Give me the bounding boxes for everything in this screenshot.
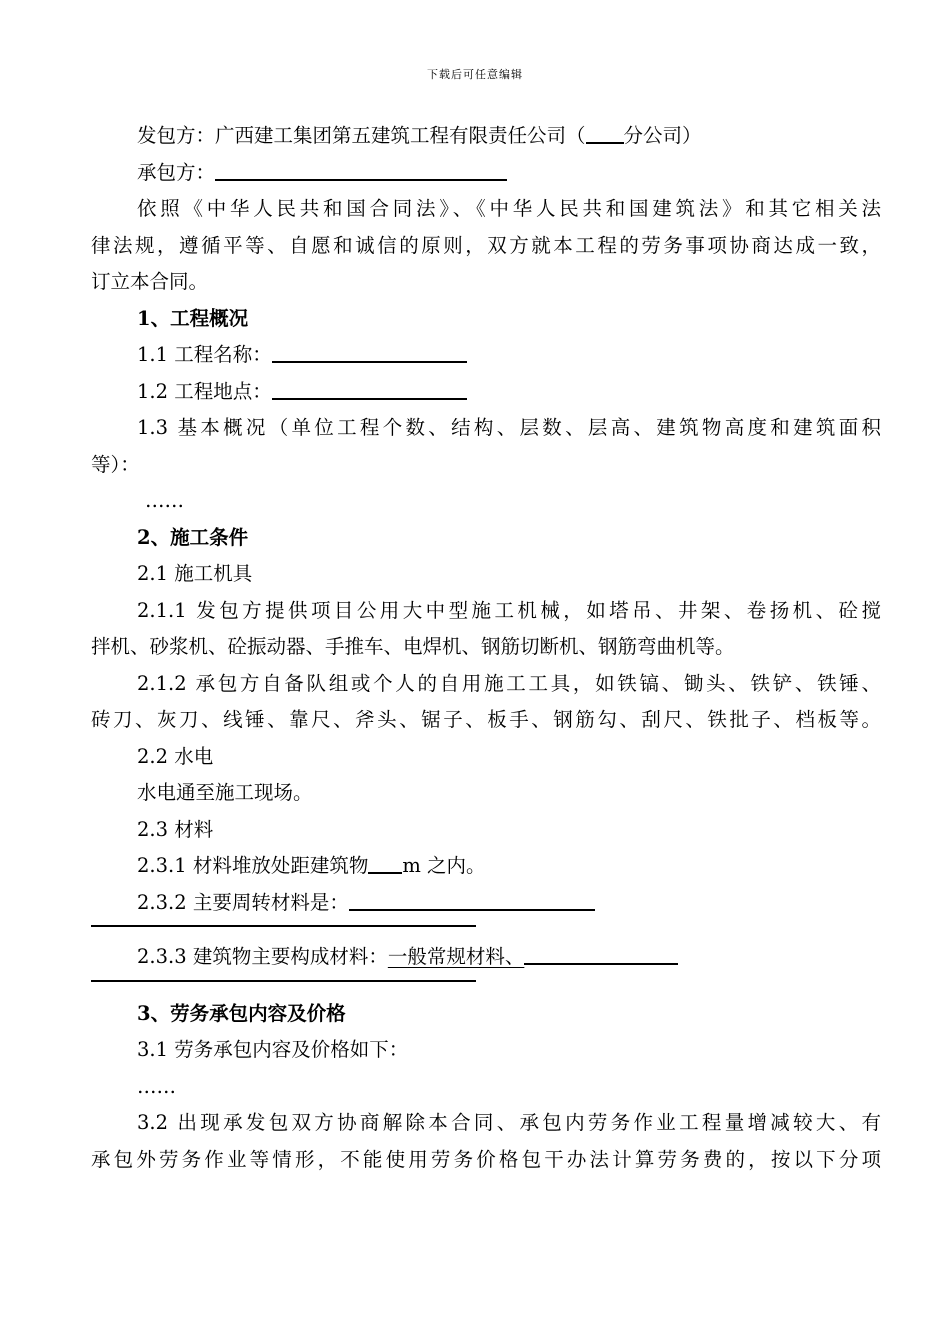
item-3-2-line-1: 3.2 出现承发包双方协商解除本合同、承包内劳务作业工程量增减较大、有 xyxy=(137,1111,881,1134)
item-2-3-1 xyxy=(91,848,881,885)
item-2-3-3 xyxy=(91,939,881,976)
project-name-line xyxy=(91,337,881,374)
turnover-materials-blank xyxy=(349,887,595,911)
overview-line-1: 1.3 基本概况（单位工程个数、结构、层数、层高、建筑物高度和建筑面积 xyxy=(137,416,881,439)
item-2-1-2-line-1: 2.1.2 承包方自备队组或个人的自用施工工具，如铁镐、锄头、铁铲、铁锤、 xyxy=(137,671,881,695)
section-3-heading: 3、劳务承包内容及价格 xyxy=(137,1001,346,1025)
project-location-line xyxy=(91,374,881,411)
item-3-2-line-2: 承包外劳务作业等情形，不能使用劳务价格包干办法计算劳务费的，按以下分项 xyxy=(91,1147,881,1171)
employer-line xyxy=(91,118,881,155)
project-name-label: 1.1 工程名称： xyxy=(137,343,272,366)
material-title: 2.3 材料 xyxy=(137,817,214,841)
construction-materials-blank xyxy=(524,941,678,965)
intro-line-3: 订立本合同。 xyxy=(91,270,209,293)
project-name-blank xyxy=(272,339,467,363)
contractor-blank xyxy=(215,157,507,181)
project-location-blank xyxy=(272,376,467,400)
overview-line-2: 等）： xyxy=(91,452,140,476)
section-1-heading: 1、工程概况 xyxy=(137,306,249,330)
item-3-1: 3.1 劳务承包内容及价格如下： xyxy=(137,1038,409,1061)
branch-blank xyxy=(586,120,624,144)
item-2-3-1-suffix: m 之内。 xyxy=(402,854,486,877)
item-2-3-1-prefix: 2.3.1 材料堆放处距建筑物 xyxy=(137,854,369,877)
header-note: 下载后可任意编辑 xyxy=(427,68,523,81)
intro-line-2: 律法规，遵循平等、自愿和诚信的原则，双方就本工程的劳务事项协商达成一致， xyxy=(91,233,881,257)
item-2-1-1-line-2: 拌机、砂浆机、砼振动器、手推车、电焊机、钢筋切断机、钢筋弯曲机等。 xyxy=(91,635,735,658)
item-2-1-1-line-1: 2.1.1 发包方提供项目公用大中型施工机械，如塔吊、井架、卷扬机、砼搅 xyxy=(137,598,881,622)
section-2-heading: 2、施工条件 xyxy=(137,525,249,549)
machinery-title: 2.1 施工机具 xyxy=(137,562,253,585)
utility-text: 水电通至施工现场。 xyxy=(137,781,313,804)
contract-body xyxy=(91,118,881,1178)
section-1-ellipsis: …… xyxy=(145,489,184,512)
item-2-3-3-value: 一般常规材料、 xyxy=(387,945,525,968)
item-2-3-2-label: 2.3.2 主要周转材料是： xyxy=(137,890,349,914)
item-2-1-2-line-2: 砖刀、灰刀、线锤、靠尺、斧头、锯子、板手、钢筋勾、刮尺、铁批子、档板等。 xyxy=(91,708,881,731)
utility-title: 2.2 水电 xyxy=(137,744,214,768)
contractor-line xyxy=(91,155,881,192)
project-location-label: 1.2 工程地点： xyxy=(137,379,272,403)
item-2-3-2 xyxy=(91,885,881,922)
distance-blank xyxy=(368,850,402,874)
intro-line-1: 依照《中华人民共和国合同法》、《中华人民共和国建筑法》和其它相关法 xyxy=(137,197,881,220)
contractor-label: 承包方： xyxy=(137,160,216,184)
item-2-3-3-label: 2.3.3 建筑物主要构成材料： xyxy=(137,945,388,968)
employer-suffix: 分公司） xyxy=(623,124,702,147)
section-3-ellipsis: …… xyxy=(137,1074,176,1098)
employer-prefix: 发包方：广西建工集团第五建筑工程有限责任公司（ xyxy=(137,124,586,147)
